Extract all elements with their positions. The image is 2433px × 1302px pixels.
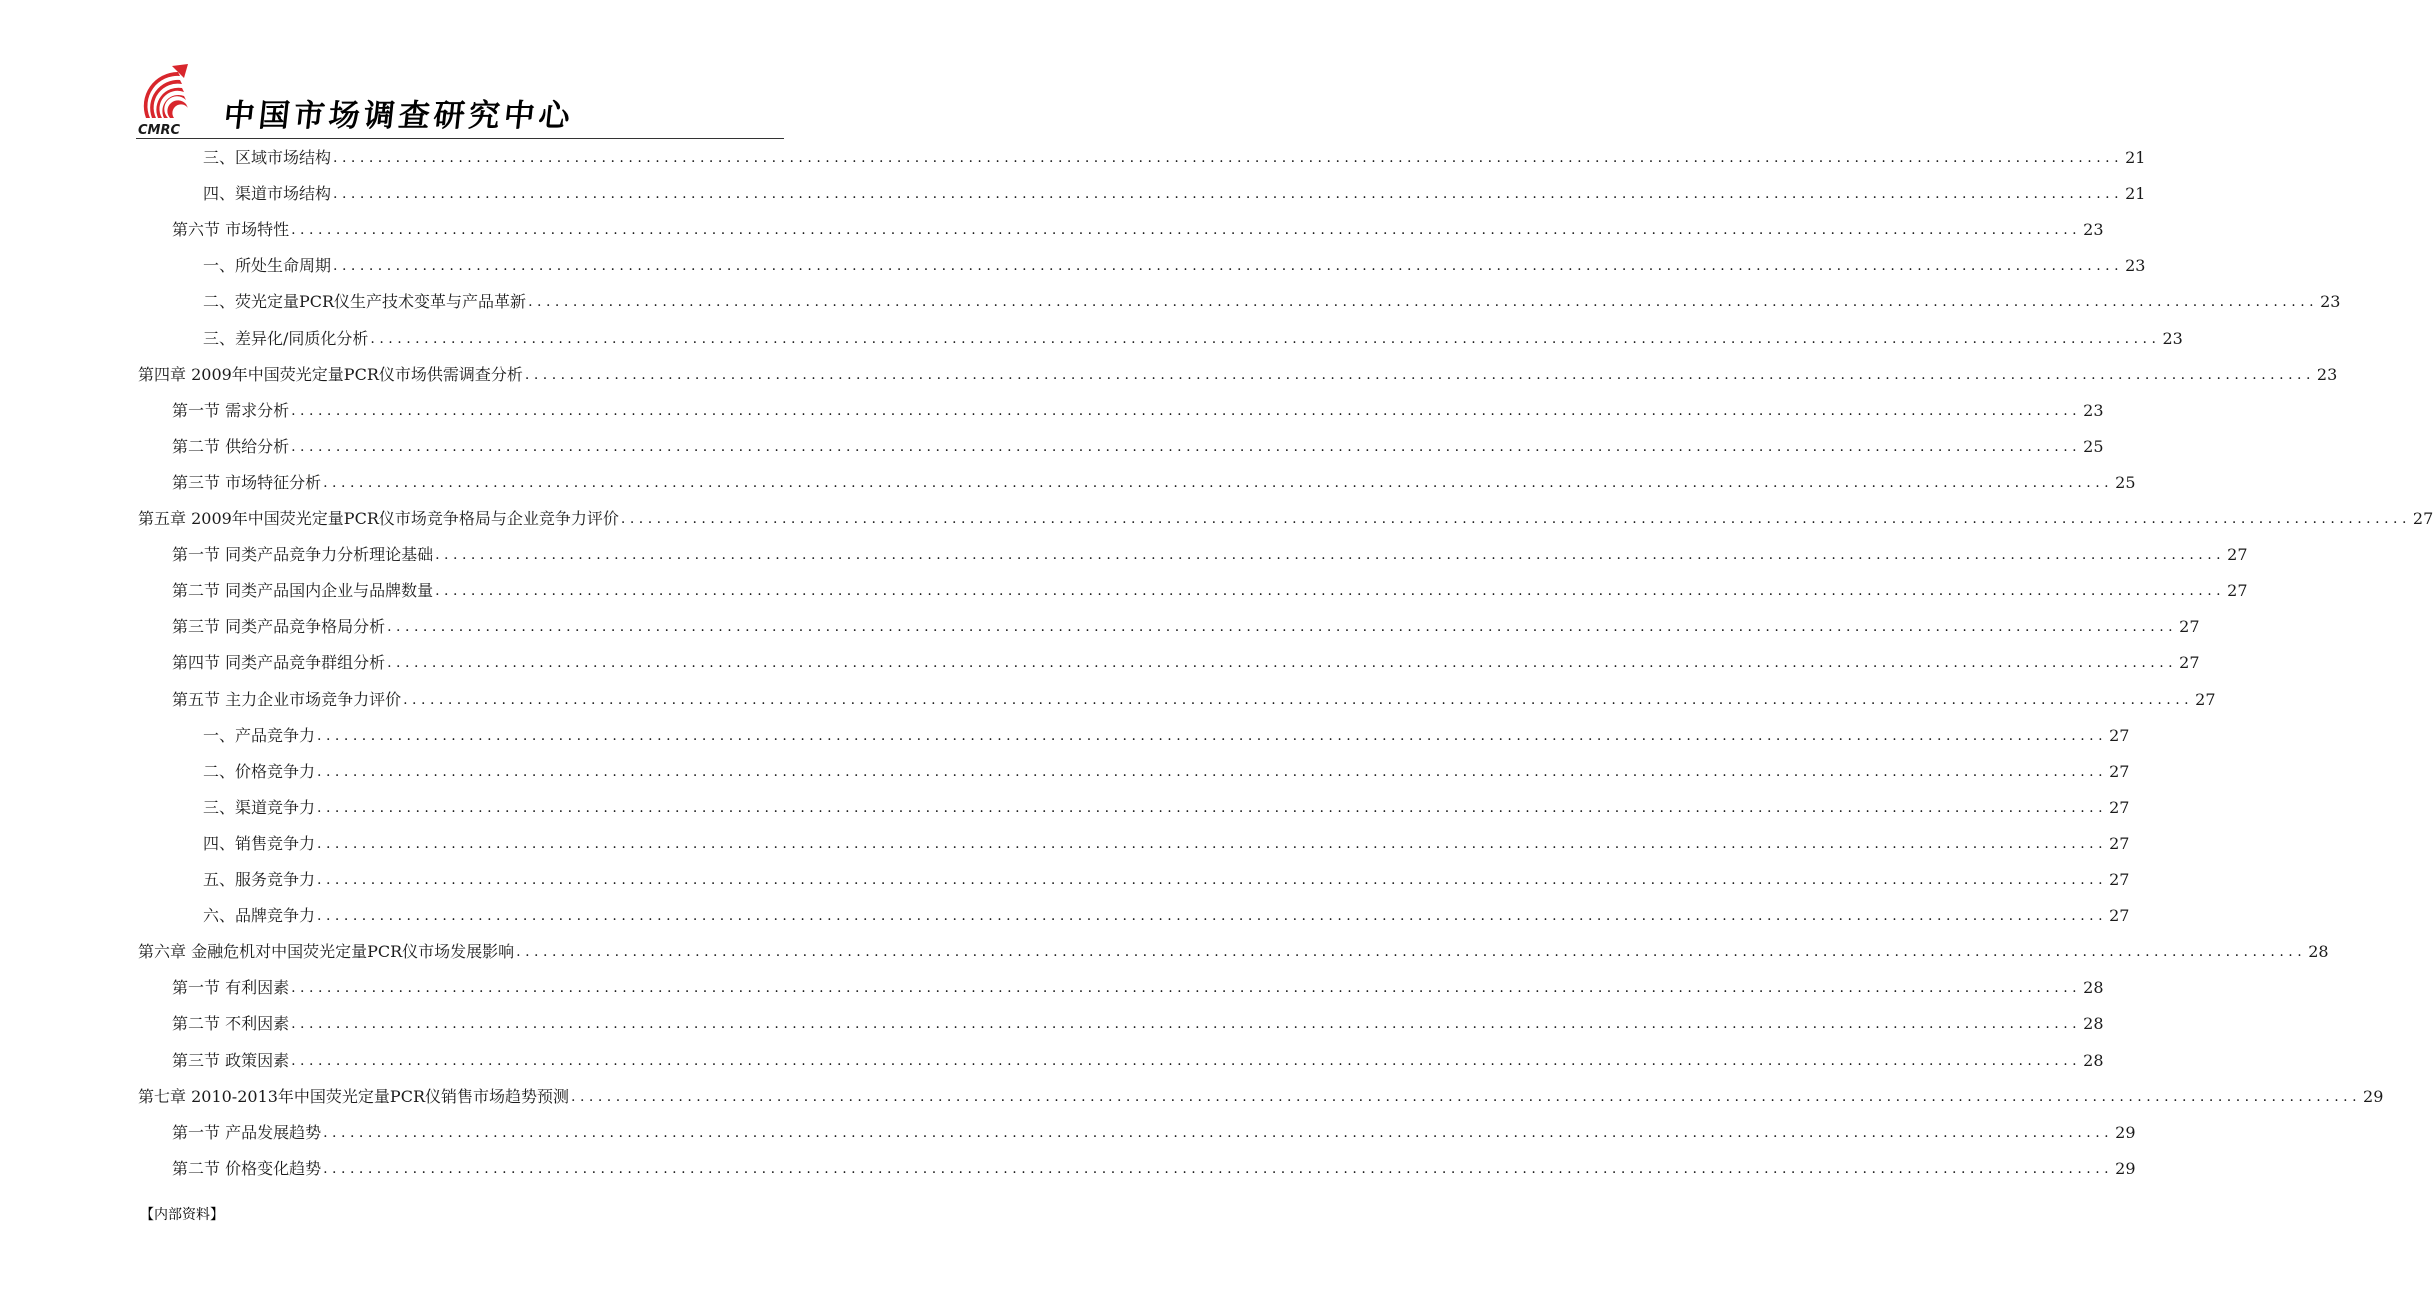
toc-entry[interactable] (172, 465, 2136, 501)
toc-dot-leader: ........................................................................................................................................................................................................ (435, 547, 2226, 564)
toc-entry-title: 第七章 2010-2013年中国荧光定量PCR仪销售市场趋势预测 (138, 1086, 569, 1106)
toc-entry-title: 第五节 主力企业市场竞争力评价 (172, 689, 402, 709)
toc-dot-leader: ........................................................................................................................................................................................................ (435, 583, 2226, 600)
toc-page-number: 23 (2320, 292, 2341, 312)
toc-entry[interactable] (172, 393, 2104, 429)
toc-dot-leader: ........................................................................................................................................................................................................ (317, 872, 2108, 888)
toc-entry[interactable] (172, 537, 2248, 573)
toc-entry[interactable] (203, 284, 2341, 320)
toc-dot-leader: ........................................................................................................................................................................................................ (524, 366, 2315, 383)
toc-entry-title: 第一节 有利因素 (172, 978, 290, 998)
toc-dot-leader: ........................................................................................................................................................................................................ (291, 980, 2082, 997)
toc-entry-title: 第二节 不利因素 (172, 1014, 290, 1034)
toc-entry[interactable] (172, 1043, 2104, 1079)
toc-entry[interactable] (172, 609, 2200, 645)
toc-dot-leader: ........................................................................................................................................................................................................ (323, 1160, 2114, 1177)
toc-entry-title: 第四节 同类产品竞争群组分析 (172, 653, 386, 673)
toc-page-number: 23 (2083, 400, 2104, 420)
toc-dot-leader: ........................................................................................................................................................................................................ (528, 294, 2319, 311)
toc-page-number: 29 (2363, 1086, 2384, 1106)
toc-page-number: 23 (2316, 364, 2338, 384)
toc-entry-title: 第二节 价格变化趋势 (172, 1158, 322, 1178)
toc-dot-leader: ........................................................................................................................................................................................................ (333, 186, 2124, 203)
toc-page-number: 25 (2083, 436, 2104, 456)
toc-page-number: 27 (2109, 761, 2130, 781)
toc-dot-leader: ........................................................................................................................................................................................................ (317, 835, 2108, 852)
toc-entry[interactable] (172, 429, 2104, 465)
toc-dot-leader: ........................................................................................................................................................................................................ (291, 222, 2082, 239)
toc-entry-title: 第五章 2009年中国荧光定量PCR仪市场竞争格局与企业竞争力评价 (138, 509, 619, 528)
toc-dot-leader: ........................................................................................................................................................................................................ (370, 330, 2161, 347)
cmrc-logo (136, 60, 206, 138)
toc-page-number: 27 (2179, 617, 2200, 637)
toc-page-number: 27 (2109, 906, 2130, 926)
toc-dot-leader: ........................................................................................................................................................................................................ (620, 511, 2411, 527)
toc-entry-title: 第三节 市场特征分析 (172, 472, 322, 492)
toc-page-number: 27 (2109, 870, 2130, 889)
toc-page-number: 27 (2227, 545, 2248, 565)
toc-dot-leader: ........................................................................................................................................................................................................ (516, 944, 2307, 961)
toc-entry[interactable] (138, 934, 2329, 970)
toc-entry[interactable] (138, 501, 2433, 537)
toc-entry[interactable] (138, 1079, 2384, 1115)
toc-entry-title: 第一节 同类产品竞争力分析理论基础 (172, 545, 434, 565)
toc-page-number: 25 (2115, 472, 2136, 492)
toc-entry[interactable] (203, 826, 2130, 862)
toc-page-number: 27 (2109, 797, 2130, 817)
toc-entry-title: 第三节 政策因素 (172, 1050, 290, 1070)
toc-page-number: 28 (2083, 1050, 2104, 1070)
toc-dot-leader: ........................................................................................................................................................................................................ (317, 763, 2108, 780)
toc-entry-title: 第一节 产品发展趋势 (172, 1122, 322, 1142)
toc-dot-leader: ........................................................................................................................................................................................................ (387, 655, 2178, 672)
toc-entry[interactable] (172, 1151, 2136, 1187)
toc-entry-title: 二、价格竞争力 (203, 761, 316, 781)
toc-entry-title: 第六节 市场特性 (172, 220, 290, 240)
toc-entry-title: 三、差异化/同质化分析 (203, 328, 369, 348)
toc-entry-title: 三、渠道竞争力 (203, 797, 316, 817)
toc-dot-leader: ........................................................................................................................................................................................................ (333, 150, 2124, 166)
toc-dot-leader: ........................................................................................................................................................................................................ (387, 619, 2178, 636)
toc-page-number: 28 (2083, 978, 2104, 998)
toc-entry-title: 六、品牌竞争力 (203, 906, 316, 926)
toc-dot-leader: ........................................................................................................................................................................................................ (317, 727, 2108, 744)
toc-entry-title: 第三节 同类产品竞争格局分析 (172, 617, 386, 637)
toc-page-number: 23 (2083, 220, 2104, 240)
toc-page-number: 28 (2308, 942, 2329, 962)
toc-dot-leader: ........................................................................................................................................................................................................ (317, 799, 2108, 816)
toc-page-number: 29 (2115, 1122, 2136, 1142)
header-divider (136, 138, 784, 139)
toc-entry-title: 五、服务竞争力 (203, 870, 316, 889)
toc-entry-title: 第二节 同类产品国内企业与品牌数量 (172, 581, 434, 601)
toc-entry-title: 四、渠道市场结构 (203, 184, 332, 204)
toc-entry[interactable] (203, 754, 2130, 790)
toc-entry-title: 二、荧光定量PCR仪生产技术变革与产品革新 (203, 292, 527, 312)
toc-page-number: 29 (2115, 1158, 2136, 1178)
toc-entry-title: 第四章 2009年中国荧光定量PCR仪市场供需调查分析 (138, 364, 523, 384)
footer-label: 【内部资料】 (140, 1207, 224, 1223)
toc-dot-leader: ........................................................................................................................................................................................................ (403, 691, 2194, 708)
toc-entry-title: 一、产品竞争力 (203, 725, 316, 745)
toc-entry[interactable] (203, 898, 2130, 934)
toc-dot-leader: ........................................................................................................................................................................................................ (317, 908, 2108, 925)
toc-entry[interactable] (172, 682, 2216, 718)
toc-entry[interactable] (203, 862, 2130, 898)
toc-entry-title: 四、销售竞争力 (203, 833, 316, 853)
toc-page-number: 27 (2109, 833, 2130, 853)
toc-entry[interactable] (172, 970, 2104, 1006)
toc-dot-leader: ........................................................................................................................................................................................................ (291, 1016, 2082, 1033)
toc-entry[interactable] (203, 140, 2146, 176)
toc-dot-leader: ........................................................................................................................................................................................................ (291, 438, 2082, 455)
toc-page-number: 27 (2227, 581, 2248, 601)
toc-dot-leader: ........................................................................................................................................................................................................ (323, 474, 2114, 491)
toc-entry[interactable] (172, 573, 2248, 609)
toc-page-number: 23 (2125, 256, 2146, 276)
toc-dot-leader: ........................................................................................................................................................................................................ (291, 402, 2082, 419)
toc-page-number: 27 (2109, 725, 2130, 745)
toc-entry-title: 一、所处生命周期 (203, 256, 332, 276)
toc-dot-leader: ........................................................................................................................................................................................................ (333, 258, 2124, 275)
toc-dot-leader: ........................................................................................................................................................................................................ (291, 1052, 2082, 1069)
toc-entry[interactable] (203, 321, 2183, 357)
toc-page-number: 23 (2162, 328, 2183, 348)
toc-dot-leader: ........................................................................................................................................................................................................ (323, 1124, 2114, 1141)
organization-name: 中国市场调查研究中心 (221, 98, 576, 134)
page-header (136, 60, 784, 138)
toc-entry-title: 第一节 需求分析 (172, 400, 290, 420)
logo-text: CMRC (138, 123, 181, 138)
toc-entry-title: 第六章 金融危机对中国荧光定量PCR仪市场发展影响 (138, 942, 515, 962)
toc-entry[interactable] (172, 645, 2200, 681)
toc-entry[interactable] (203, 248, 2146, 284)
toc-entry-title: 三、区域市场结构 (203, 148, 332, 167)
toc-entry[interactable] (172, 1115, 2136, 1151)
toc-entry-title: 第二节 供给分析 (172, 436, 290, 456)
toc-entry[interactable] (203, 718, 2130, 754)
toc-dot-leader: ........................................................................................................................................................................................................ (571, 1088, 2362, 1105)
toc-page-number: 28 (2083, 1014, 2104, 1034)
toc-entry[interactable] (203, 790, 2130, 826)
toc-entry[interactable] (203, 176, 2146, 212)
toc-page-number: 21 (2125, 184, 2146, 204)
toc-entry[interactable] (172, 212, 2104, 248)
toc-entry[interactable] (138, 357, 2338, 393)
toc-page-number: 27 (2195, 689, 2216, 709)
toc-page-number: 27 (2412, 509, 2433, 528)
toc-page-number: 27 (2179, 653, 2200, 673)
toc-page-number: 21 (2125, 148, 2146, 167)
toc-entry[interactable] (172, 1006, 2104, 1042)
